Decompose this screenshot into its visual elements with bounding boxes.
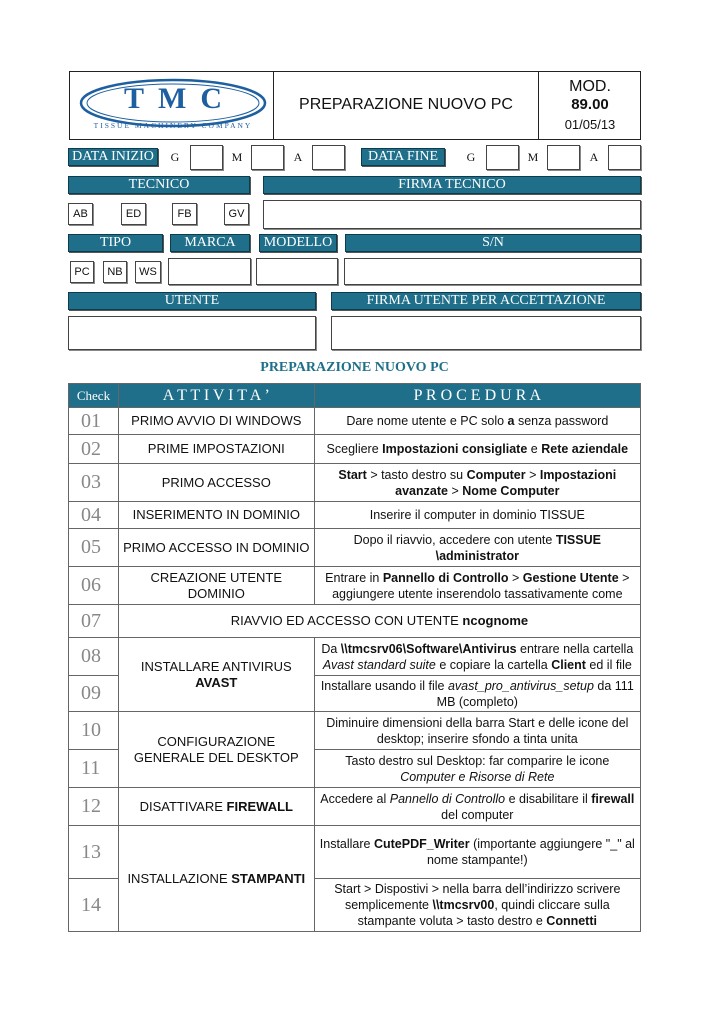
procedure-cell: Start > Dispostivi > nella barra dell’indirizzo scrivere semplicemente \\tmcsrv00, quindi cliccare sulla stampante voluta > tasto destro e Connetti xyxy=(314,879,640,932)
col-procedura-header: P R O C E D U R A xyxy=(314,384,640,408)
end-month-field[interactable] xyxy=(547,145,580,170)
activity-cell: INSTALLAZIONE STAMPANTI xyxy=(118,826,314,932)
row-number[interactable]: 08 xyxy=(69,638,119,676)
sn-label: S/N xyxy=(345,234,641,252)
table-row[interactable] xyxy=(69,435,641,464)
activity-cell: INSERIMENTO IN DOMINIO xyxy=(118,502,314,529)
procedure-cell: Installare usando il file avast_pro_antivirus_setup da 111 MB (completo) xyxy=(314,676,640,712)
procedure-cell: Diminuire dimensioni della barra Start e delle icone del desktop; inserire sfondo a tinta unita xyxy=(314,712,640,750)
marca-label: MARCA xyxy=(170,234,250,252)
start-g-label: G xyxy=(170,149,180,164)
procedure-cell: Dopo il riavvio, accedere con utente TISSUE \administrator xyxy=(314,529,640,567)
row-number[interactable]: 07 xyxy=(69,605,119,638)
col-check-header: Check xyxy=(69,384,119,408)
row-number[interactable]: 11 xyxy=(69,750,119,788)
table-row[interactable] xyxy=(69,408,641,435)
logo-sub-text: TISSUE MACHINERY COMPANY xyxy=(93,121,253,130)
procedure-cell: Scegliere Impostazioni consigliate e Rete aziendale xyxy=(314,435,640,464)
row-number[interactable]: 10 xyxy=(69,712,119,750)
row-number[interactable]: 09 xyxy=(69,676,119,712)
row-number[interactable]: 05 xyxy=(69,529,119,567)
procedure-cell: Installare CutePDF_Writer (importante aggiungere "_" al nome stampante!) xyxy=(314,826,640,879)
activity-cell: RIAVVIO ED ACCESSO CON UTENTE ncognome xyxy=(118,605,640,638)
row-number[interactable]: 14 xyxy=(69,879,119,932)
procedure-cell: Tasto destro sul Desktop: far comparire le icone Computer e Risorse di Rete xyxy=(314,750,640,788)
row-number[interactable]: 01 xyxy=(69,408,119,435)
tecnico-option-ed[interactable]: ED xyxy=(121,203,146,225)
row-number[interactable]: 03 xyxy=(69,464,119,502)
activity-cell: PRIMO ACCESSO xyxy=(118,464,314,502)
row-number[interactable]: 06 xyxy=(69,567,119,605)
utente-field[interactable] xyxy=(68,316,316,350)
mod-number: 89.00 xyxy=(571,96,609,113)
modello-label: MODELLO xyxy=(259,234,337,252)
activity-cell: PRIMO ACCESSO IN DOMINIO xyxy=(118,529,314,567)
tipo-option-nb[interactable]: NB xyxy=(103,261,127,283)
firma-utente-label: FIRMA UTENTE PER ACCETTAZIONE xyxy=(331,292,641,310)
row-number[interactable]: 12 xyxy=(69,788,119,826)
table-row[interactable] xyxy=(69,502,641,529)
end-year-field[interactable] xyxy=(608,145,641,170)
procedure-cell: Da \\tmcsrv06\Software\Antivirus entrare nella cartella Avast standard suite e copiare la cartella Client ed il file xyxy=(314,638,640,676)
row-number[interactable]: 02 xyxy=(69,435,119,464)
utente-label: UTENTE xyxy=(68,292,316,310)
tecnico-option-gv[interactable]: GV xyxy=(224,203,249,225)
activity-cell: PRIME IMPOSTAZIONI xyxy=(118,435,314,464)
start-month-field[interactable] xyxy=(251,145,284,170)
tipo-option-pc[interactable]: PC xyxy=(70,261,94,283)
start-m-label: M xyxy=(231,149,243,164)
procedure-cell: Start > tasto destro su Computer > Impostazioni avanzate > Nome Computer xyxy=(314,464,640,502)
table-row[interactable] xyxy=(69,826,641,879)
tipo-label: TIPO xyxy=(68,234,163,252)
table-row[interactable] xyxy=(69,712,641,750)
table-row[interactable] xyxy=(69,638,641,676)
end-a-label: A xyxy=(589,149,599,164)
firma-tecnico-label: FIRMA TECNICO xyxy=(263,176,641,194)
tecnico-label: TECNICO xyxy=(68,176,250,194)
section-title: PREPARAZIONE NUOVO PC xyxy=(260,360,449,375)
sn-field[interactable] xyxy=(344,258,641,285)
data-fine-label: DATA FINE xyxy=(361,148,445,166)
procedure-cell: Dare nome utente e PC solo a senza password xyxy=(314,408,640,435)
procedure-cell: Inserire il computer in dominio TISSUE xyxy=(314,502,640,529)
firma-tecnico-field[interactable] xyxy=(263,200,641,229)
activity-cell: CONFIGURAZIONE GENERALE DEL DESKTOP xyxy=(118,712,314,788)
end-g-label: G xyxy=(466,149,476,164)
data-inizio-label: DATA INIZIO xyxy=(68,148,158,166)
mod-label: MOD. xyxy=(569,78,611,95)
activity-cell: CREAZIONE UTENTE DOMINIO xyxy=(118,567,314,605)
procedure-cell: Entrare in Pannello di Controllo > Gestione Utente > aggiungere utente inserendolo tassativamente come xyxy=(314,567,640,605)
mod-date: 01/05/13 xyxy=(564,117,616,132)
row-number[interactable]: 04 xyxy=(69,502,119,529)
table-header-row xyxy=(69,384,641,408)
firma-utente-field[interactable] xyxy=(331,316,641,350)
col-attivita-header: A T T I V I T A ’ xyxy=(118,384,314,408)
modello-field[interactable] xyxy=(256,258,338,285)
tipo-option-ws[interactable]: WS xyxy=(135,261,161,283)
end-m-label: M xyxy=(527,149,539,164)
marca-field[interactable] xyxy=(168,258,251,285)
table-row[interactable] xyxy=(69,464,641,502)
activity-cell: DISATTIVARE FIREWALL xyxy=(118,788,314,826)
end-day-field[interactable] xyxy=(486,145,519,170)
logo-main-text: TMC xyxy=(124,82,236,115)
tecnico-option-ab[interactable]: AB xyxy=(68,203,93,225)
start-year-field[interactable] xyxy=(312,145,345,170)
start-a-label: A xyxy=(293,149,303,164)
tecnico-option-fb[interactable]: FB xyxy=(172,203,197,225)
document-title: PREPARAZIONE NUOVO PC xyxy=(299,96,513,113)
procedure-cell: Accedere al Pannello di Controllo e disabilitare il firewall del computer xyxy=(314,788,640,826)
table-row[interactable] xyxy=(69,529,641,567)
company-logo xyxy=(78,76,268,136)
table-row[interactable] xyxy=(69,788,641,826)
activity-cell: PRIMO AVVIO DI WINDOWS xyxy=(118,408,314,435)
row-number[interactable]: 13 xyxy=(69,826,119,879)
activity-cell: INSTALLARE ANTIVIRUS AVAST xyxy=(118,638,314,712)
start-day-field[interactable] xyxy=(190,145,223,170)
table-row[interactable] xyxy=(69,605,641,638)
table-row[interactable] xyxy=(69,567,641,605)
activity-table xyxy=(68,383,641,932)
